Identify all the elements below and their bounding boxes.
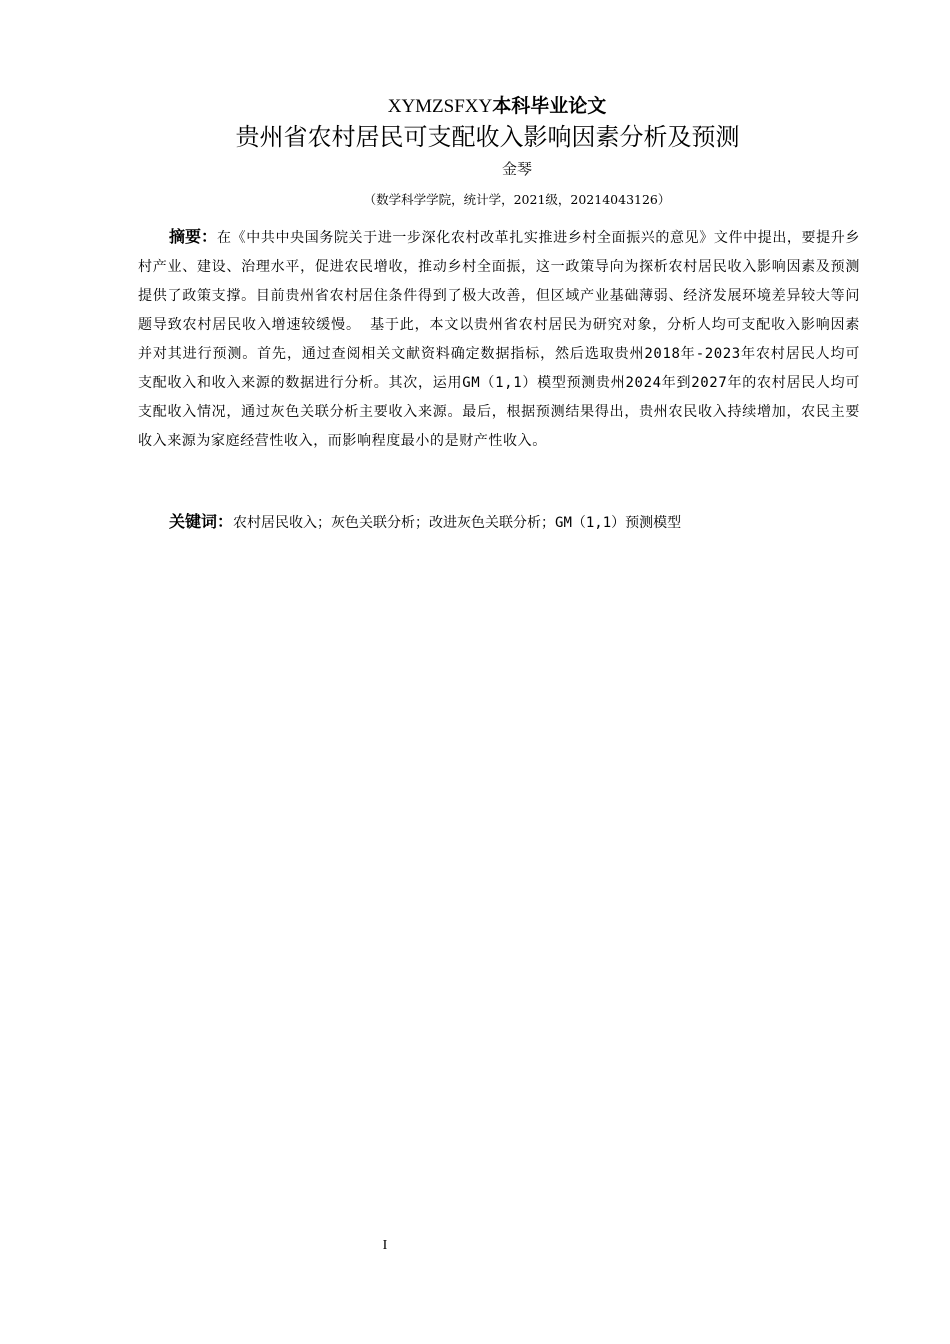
keywords-text: 农村居民收入；灰色关联分析；改进灰色关联分析；GM（1,1）预测模型: [233, 515, 682, 531]
thesis-code: XYMZSFXY: [387, 96, 493, 117]
author-affiliation: （数学科学学院，统计学，2021级，20214043126）: [363, 192, 671, 207]
keywords-label: 关键词：: [169, 512, 234, 531]
abstract-paragraph: [138, 222, 860, 456]
keywords-paragraph: [138, 509, 860, 536]
abstract-text: 在《中共中央国务院关于进一步深化农村改革扎实推进乡村全面振兴的意见》文件中提出，要提升乡村产业、建设、治理水平，促进农民增收，推动乡村全面振，这一政策导向为探析农村居民收入影响因素及预测提供了政策支撑。目前贵州省农村居住条件得到了极大改善，但区域产业基础薄弱、经济发展环境差异较大等问题导致农村居民收入增速较缓慢。 基于此，本文以贵州省农村居民为研究对象，分析人均可支配收入影响因素并对其进行预测。首先，通过查阅相关文献资料确定数据指标，然后选取贵州2018年-2023年农村居民人均可支配收入和收入来源的数据进行分析。其次，运用GM（1,1）模型预测贵州2024年到2027年的农村居民人均可支配收入情况，通过灰色关联分析主要收入来源。最后，根据预测结果得出，贵州农民收入持续增加，农民主要收入来源为家庭经营性收入，而影响程度最小的是财产性收入。: [138, 230, 860, 449]
thesis-header: [0, 94, 950, 119]
paper-title: 贵州省农村居民可支配收入影响因素分析及预测: [235, 123, 740, 151]
thesis-type: 本科毕业论文: [492, 95, 607, 117]
page-number: I: [382, 1238, 388, 1253]
abstract-label: 摘要：: [169, 227, 218, 246]
author-name: 金琴: [501, 160, 532, 178]
